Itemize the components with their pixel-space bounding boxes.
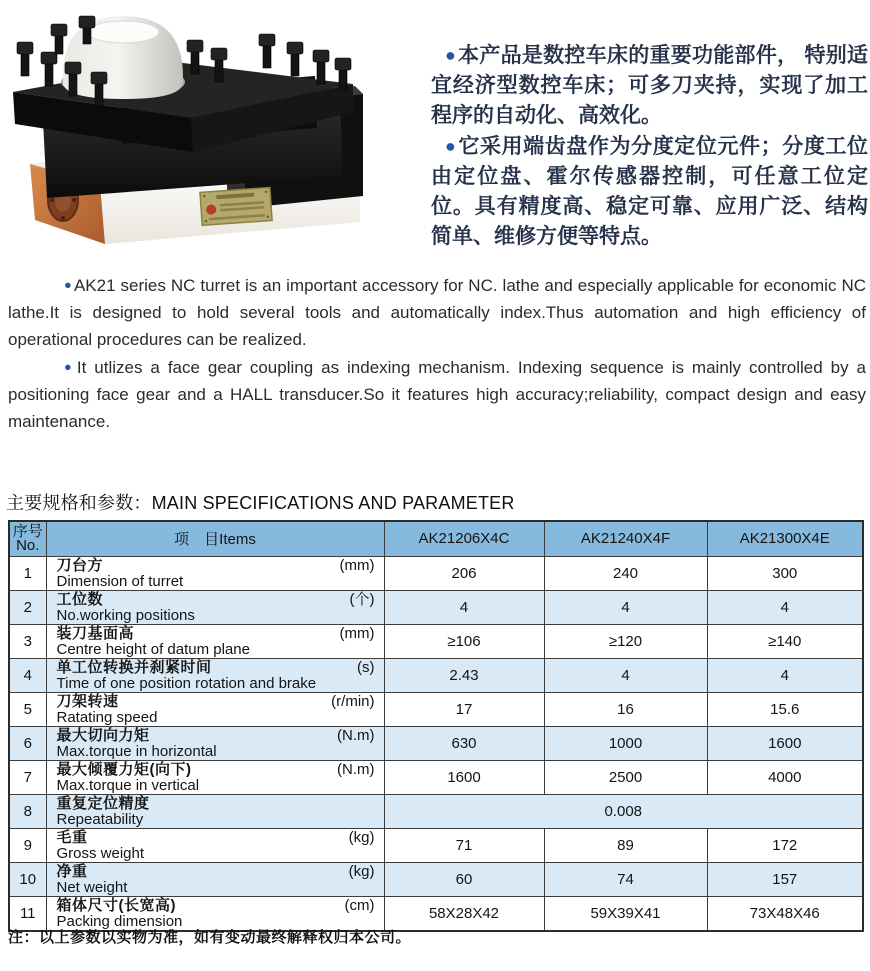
item-label-en: Max.torque in vertical [56, 776, 200, 794]
item-label-cn: 重复定位精度 [56, 794, 150, 812]
item-unit: (N.m) [337, 726, 375, 744]
en-paragraph-2-text: It utlizes a face gear coupling as indexing mechanism. Indexing sequence is mainly controlled by a positioning face gear and a HALL transducer.So it features high accuracy;reliability, compact design and easy maintenance. [8, 358, 866, 431]
item-label-cn: 毛重 [56, 828, 88, 846]
spec-table-header-row [9, 521, 863, 556]
item-label-en: Net weight [56, 878, 128, 896]
row-number: 8 [9, 794, 46, 828]
en-paragraph-1 [8, 271, 866, 353]
item-label-cn: 刀架转速 [56, 692, 119, 710]
row-value-3: 4000 [707, 760, 863, 794]
item-line-1 [57, 796, 375, 812]
row-item [46, 726, 384, 760]
row-item [46, 556, 384, 590]
row-value-3: 4 [707, 658, 863, 692]
row-number: 5 [9, 692, 46, 726]
header-no-cn: 序号 [12, 522, 43, 540]
table-row [9, 862, 863, 896]
row-value-1: 60 [384, 862, 544, 896]
row-value-3: 15.6 [707, 692, 863, 726]
item-line-1 [57, 762, 375, 778]
row-number: 3 [9, 624, 46, 658]
row-number: 1 [9, 556, 46, 590]
row-value-3: ≥140 [707, 624, 863, 658]
item-line-1 [57, 660, 375, 676]
spec-section-title: 主要规格和参数：MAIN SPECIFICATIONS AND PARAMETER [6, 493, 515, 513]
footnote: 注：以上参数以实物为准，如有变动最终解释权归本公司。 [8, 929, 412, 946]
row-value-2: 4 [544, 658, 707, 692]
header-model-3: AK21300X4E [707, 521, 863, 556]
spec-table [8, 520, 864, 932]
item-line-1 [57, 864, 375, 880]
chinese-intro [431, 40, 868, 252]
row-item [46, 692, 384, 726]
row-number: 11 [9, 896, 46, 931]
spec-table-body [9, 556, 863, 931]
row-value-1: 17 [384, 692, 544, 726]
item-line-1 [57, 592, 375, 608]
row-value-1: 630 [384, 726, 544, 760]
turret-illustration [5, 6, 397, 244]
item-label-cn: 最大倾覆力矩(向下) [56, 760, 192, 778]
row-item [46, 760, 384, 794]
row-item [46, 862, 384, 896]
row-value-3: 4 [707, 590, 863, 624]
row-value-2: 1000 [544, 726, 707, 760]
item-label-cn: 净重 [56, 862, 88, 880]
en-paragraph-1-text: AK21 series NC turret is an important accessory for NC. lathe and especially applicable for economic NC lathe.It is designed to hold several tools and automatically index.Thus automation and high efficiency of operational procedures can be realized. [8, 276, 866, 349]
item-label-en: Centre height of datum plane [56, 640, 250, 658]
item-label-en: Time of one position rotation and brake [56, 674, 317, 692]
row-value-3: 1600 [707, 726, 863, 760]
row-number: 6 [9, 726, 46, 760]
cn-paragraph-1-text: 本产品是数控车床的重要功能部件， 特别适宜经济型数控车床；可多刀夹持，实现了加工程序的自动化、高效化。 [431, 44, 868, 127]
bullet-icon: ● [64, 277, 72, 292]
row-item [46, 590, 384, 624]
row-number: 7 [9, 760, 46, 794]
item-label-en: No.working positions [56, 606, 195, 624]
row-item [46, 624, 384, 658]
row-number: 4 [9, 658, 46, 692]
row-value-1: 4 [384, 590, 544, 624]
item-unit: (s) [357, 658, 375, 676]
row-value-3: 157 [707, 862, 863, 896]
row-value-3: 73X48X46 [707, 896, 863, 931]
en-paragraph-2 [8, 353, 866, 435]
cn-paragraph-1 [431, 40, 868, 131]
cn-paragraph-2-text: 它采用端齿盘作为分度定位元件；分度工位由定位盘、霍尔传感器控制，可任意工位定位。具有精度高、稳定可靠、应用广泛、结构简单、维修方便等特点。 [431, 135, 869, 248]
table-row [9, 624, 863, 658]
item-label-cn: 工位数 [56, 590, 104, 608]
header-no-en: No. [16, 536, 40, 554]
row-value-1: ≥106 [384, 624, 544, 658]
table-row [9, 760, 863, 794]
item-unit: (个) [349, 590, 375, 608]
header-items: 项 目Items [46, 521, 384, 556]
item-line-1 [57, 558, 375, 574]
item-unit: (mm) [339, 556, 375, 574]
item-unit: (kg) [348, 862, 375, 880]
table-row [9, 726, 863, 760]
item-label-cn: 装刀基面高 [56, 624, 135, 642]
row-value-1: 1600 [384, 760, 544, 794]
table-row [9, 556, 863, 590]
row-value-2: 2500 [544, 760, 707, 794]
bullet-icon: ● [64, 359, 75, 374]
item-line-1 [57, 898, 375, 914]
nameplate [200, 188, 272, 226]
row-value-2: 74 [544, 862, 707, 896]
item-unit: (mm) [339, 624, 375, 642]
row-value-3: 300 [707, 556, 863, 590]
row-value-1: 58X28X42 [384, 896, 544, 931]
item-unit: (kg) [348, 828, 375, 846]
row-value-2: 89 [544, 828, 707, 862]
item-line-1 [57, 626, 375, 642]
header-model-1: AK21206X4C [384, 521, 544, 556]
row-value-2: 16 [544, 692, 707, 726]
item-label-cn: 刀台方 [56, 556, 104, 574]
bullet-icon: ● [445, 136, 457, 156]
row-number: 2 [9, 590, 46, 624]
table-row [9, 692, 863, 726]
table-row [9, 794, 863, 828]
row-value-1: 206 [384, 556, 544, 590]
row-value-1: 2.43 [384, 658, 544, 692]
row-item [46, 658, 384, 692]
item-label-en: Max.torque in horizontal [56, 742, 217, 760]
product-photo [5, 6, 397, 244]
item-label-en: Dimension of turret [56, 572, 184, 590]
item-line-1 [57, 830, 375, 846]
header-model-2: AK21240X4F [544, 521, 707, 556]
row-value-2: ≥120 [544, 624, 707, 658]
item-line-1 [57, 694, 375, 710]
item-label-cn: 最大切向力矩 [56, 726, 150, 744]
header-no [9, 521, 46, 556]
row-number: 10 [9, 862, 46, 896]
row-value-3: 172 [707, 828, 863, 862]
row-value-1: 71 [384, 828, 544, 862]
table-row [9, 590, 863, 624]
item-unit: (cm) [344, 896, 375, 914]
cn-paragraph-2 [431, 131, 868, 252]
item-unit: (r/min) [331, 692, 375, 710]
item-line-1 [57, 728, 375, 744]
row-number: 9 [9, 828, 46, 862]
item-label-cn: 单工位转换并刹紧时间 [56, 658, 212, 676]
row-item [46, 828, 384, 862]
row-value-2: 240 [544, 556, 707, 590]
table-row [9, 658, 863, 692]
item-label-en: Repeatability [56, 810, 144, 828]
item-label-en: Packing dimension [56, 912, 183, 930]
item-label-en: Ratating speed [56, 708, 158, 726]
row-value-2: 59X39X41 [544, 896, 707, 931]
table-row [9, 828, 863, 862]
row-value-merged: 0.008 [384, 794, 863, 828]
english-intro [8, 271, 866, 435]
item-label-en: Gross weight [56, 844, 145, 862]
item-unit: (N.m) [337, 760, 375, 778]
item-label-cn: 箱体尺寸(长宽高) [56, 896, 176, 914]
row-value-2: 4 [544, 590, 707, 624]
row-item [46, 794, 384, 828]
bullet-icon: ● [445, 45, 457, 65]
